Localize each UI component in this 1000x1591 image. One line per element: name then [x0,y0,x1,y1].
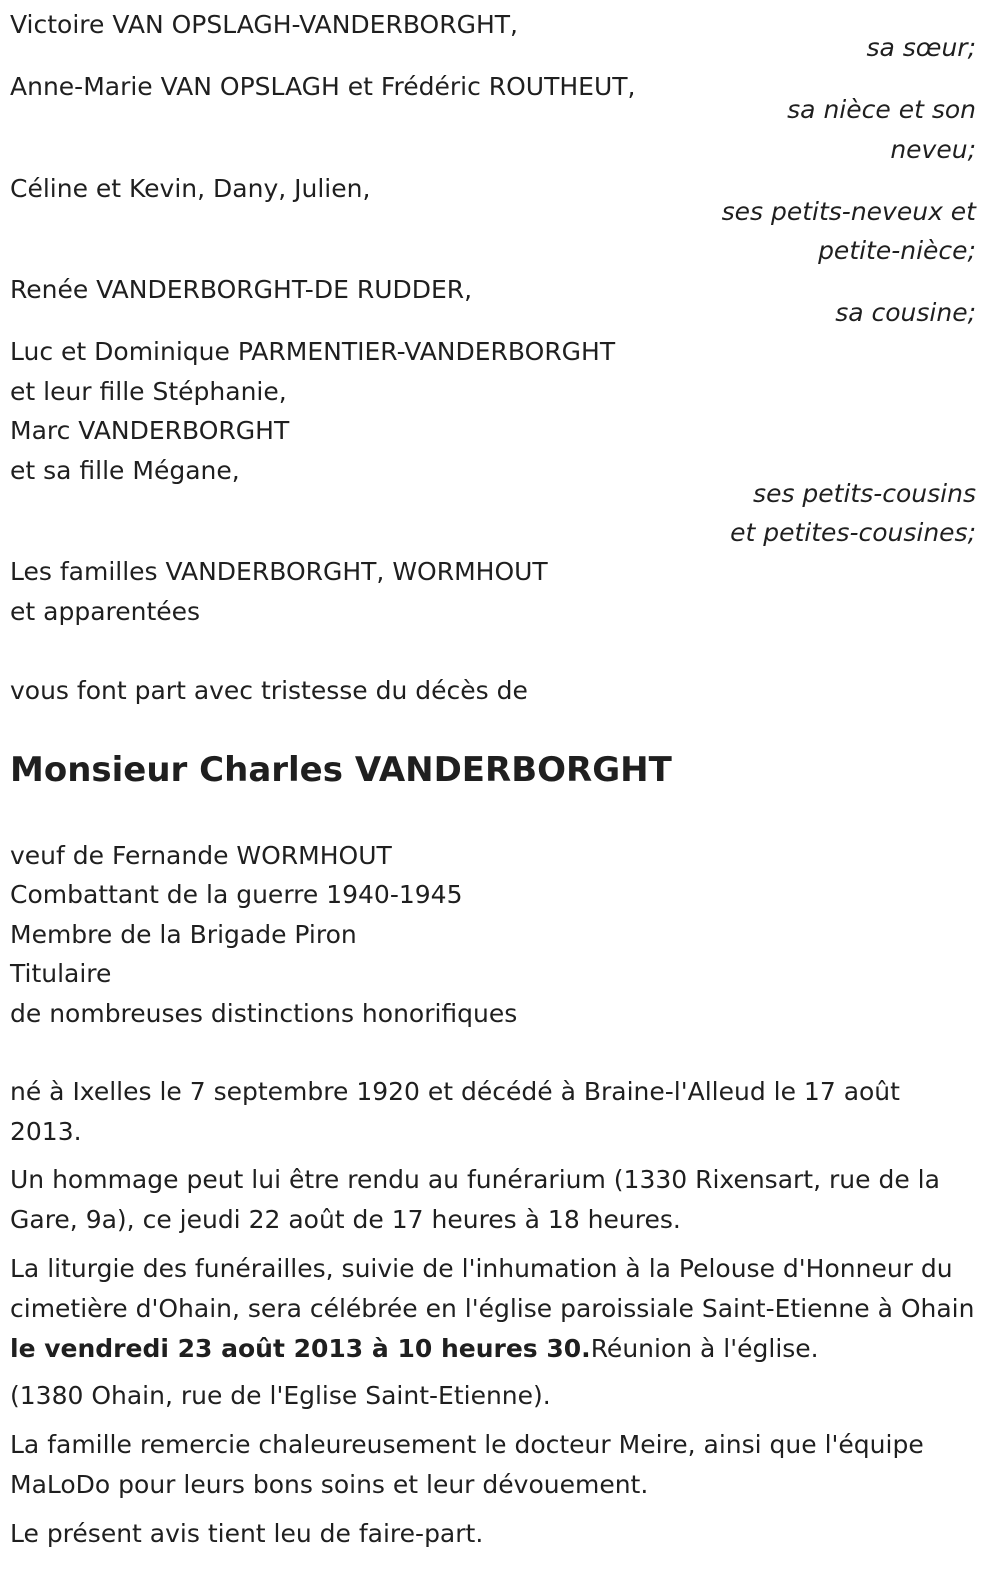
family-name-line: Les familles VANDERBORGHT, WORMHOUT [10,557,548,586]
hommage-paragraph [10,1160,976,1240]
title-line: Titulaire [10,959,112,988]
address-paragraph [10,1376,976,1416]
birth-death-text: né à Ixelles le 7 septembre 1920 et décédé à Braine-l'Alleud le 17 août 2013. [10,1077,900,1146]
family-relation-line: sa nièce et son [787,95,976,124]
liturgy-text-end: Réunion à l'église. [590,1334,819,1363]
family-name-line: et leur fille Stéphanie, [10,377,287,406]
closing-text: Le présent avis tient leu de faire-part. [10,1519,484,1548]
title-line: Combattant de la guerre 1940-1945 [10,880,463,909]
family-relation-line: et petites-cousines; [730,518,976,547]
liturgy-text-start: La liturgie des funérailles, suivie de l'inhumation à la Pelouse d'Honneur du cimetière d'Ohain, sera célébrée en l'église paroissiale Saint-Etienne à Ohain [10,1254,975,1323]
hommage-text: Un hommage peut lui être rendu au funérarium (1330 Rixensart, rue de la Gare, 9a), ce jeudi 22 août de 17 heures à 18 heures. [10,1165,940,1234]
family-name-line: Marc VANDERBORGHT [10,416,290,445]
closing-paragraph [10,1514,976,1554]
address-text: (1380 Ohain, rue de l'Eglise Saint-Etienne). [10,1381,551,1410]
family-relation-line: neveu; [890,135,976,164]
family-relation-line: sa sœur; [866,33,976,62]
family-name-line: Céline et Kevin, Dany, Julien, [10,174,371,203]
family-relation-line: petite-nièce; [818,236,976,265]
family-name-line: et apparentées [10,597,201,626]
family-relation-line: sa cousine; [835,298,976,327]
family-name-line: et sa fille Mégane, [10,456,240,485]
family-name-line: Victoire VAN OPSLAGH-VANDERBORGHT, [10,10,518,39]
funeral-date: le vendredi 23 août 2013 à 10 heures 30. [10,1334,591,1363]
thanks-paragraph [10,1425,976,1505]
family-name-line: Luc et Dominique PARMENTIER-VANDERBORGHT [10,337,616,366]
family-relation-line: ses petits-neveux et [721,197,976,226]
intro-text: vous font part avec tristesse du décès de [10,676,528,705]
deceased-name: Monsieur Charles VANDERBORGHT [10,750,672,790]
family-name-line: Anne-Marie VAN OPSLAGH et Frédéric ROUTHEUT, [10,72,636,101]
thanks-text: La famille remercie chaleureusement le docteur Meire, ainsi que l'équipe MaLoDo pour leurs bons soins et leur dévouement. [10,1430,924,1499]
title-line: Membre de la Brigade Piron [10,920,357,949]
family-name-line: Renée VANDERBORGHT-DE RUDDER, [10,275,473,304]
liturgy-paragraph [10,1249,976,1369]
family-relation-line: ses petits-cousins [753,479,976,508]
title-line: de nombreuses distinctions honorifiques [10,999,518,1028]
title-line: veuf de Fernande WORMHOUT [10,841,392,870]
birth-death-paragraph [10,1072,976,1152]
liturgy-text [10,1249,976,1369]
